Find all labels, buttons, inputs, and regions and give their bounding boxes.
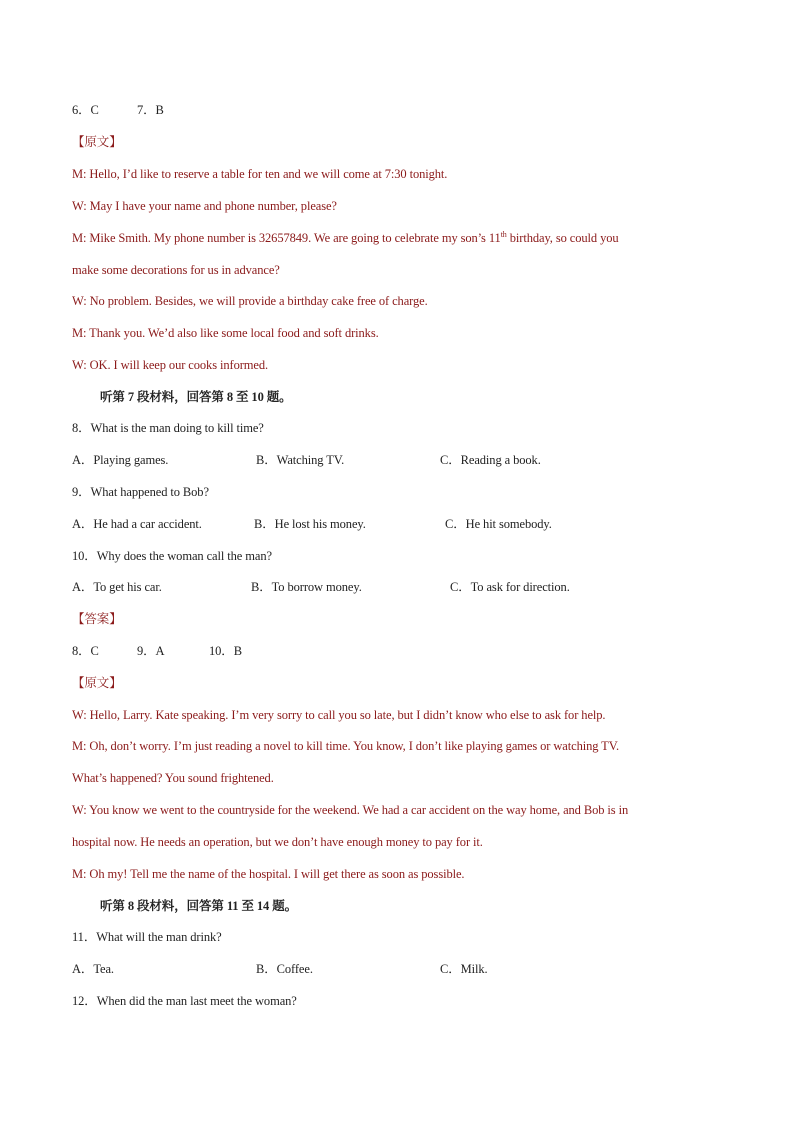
question-10: 10．Why does the woman call the man? [72, 549, 272, 563]
dialog-2-line-6: M: Oh my! Tell me the name of the hospital. I will get there as soon as possible. [72, 867, 465, 881]
option-9c: C．He hit somebody. [445, 517, 552, 531]
answer-10: 10．B [209, 644, 242, 658]
answer-7: 7．B [137, 103, 164, 117]
question-9: 9．What happened to Bob? [72, 485, 209, 499]
dialog-1-line-5: W: No problem. Besides, we will provide a birthday cake free of charge. [72, 294, 428, 308]
dialog-1-line-3-rest: birthday, so could you [506, 231, 619, 245]
dialog-2-line-2: M: Oh, don’t worry. I’m just reading a novel to kill time. You know, I don’t like playing games or watching TV. [72, 739, 620, 753]
dialog-2-line-3: What’s happened? You sound frightened. [72, 771, 274, 785]
dialog-1-line-3-text: M: Mike Smith. My phone number is 32657849. We are going to celebrate my son’s 11 [72, 231, 501, 245]
section-yuanwen-2: 【原文】 [72, 676, 122, 690]
answer-9: 9．A [137, 644, 165, 658]
section-daan: 【答案】 [72, 612, 122, 626]
option-11c: C．Milk. [440, 962, 488, 976]
section-heading-8: 听第 8 段材料，回答第 11 至 14 题。 [100, 899, 298, 913]
dialog-2-line-4: W: You know we went to the countryside for the weekend. We had a car accident on the way home, and Bob is in [72, 803, 629, 817]
dialog-2-line-5: hospital now. He needs an operation, but we don’t have enough money to pay for it. [72, 835, 483, 849]
option-9a: A．He had a car accident. [72, 517, 202, 531]
question-12: 12．When did the man last meet the woman? [72, 994, 297, 1008]
dialog-2-line-1: W: Hello, Larry. Kate speaking. I’m very sorry to call you so late, but I didn’t know who else to ask for help. [72, 708, 606, 722]
dialog-1-line-4: make some decorations for us in advance? [72, 263, 280, 277]
option-8c: C．Reading a book. [440, 453, 541, 467]
option-10b: B．To borrow money. [251, 580, 362, 594]
option-10a: A．To get his car. [72, 580, 162, 594]
answer-8: 8．C [72, 644, 99, 658]
option-10c: C．To ask for direction. [450, 580, 570, 594]
section-heading-7: 听第 7 段材料，回答第 8 至 10 题。 [100, 390, 292, 404]
dialog-1-line-1: M: Hello, I’d like to reserve a table for ten and we will come at 7:30 tonight. [72, 167, 448, 181]
option-11a: A．Tea. [72, 962, 114, 976]
dialog-1-line-6: M: Thank you. We’d also like some local food and soft drinks. [72, 326, 379, 340]
dialog-1-line-3 [72, 230, 619, 246]
answer-6: 6．C [72, 103, 99, 117]
option-8a: A．Playing games. [72, 453, 169, 467]
dialog-1-line-7: W: OK. I will keep our cooks informed. [72, 358, 269, 372]
question-11: 11．What will the man drink? [72, 930, 222, 944]
option-11b: B．Coffee. [256, 962, 313, 976]
option-9b: B．He lost his money. [254, 517, 366, 531]
question-8: 8．What is the man doing to kill time? [72, 421, 264, 435]
dialog-1-line-2: W: May I have your name and phone number, please? [72, 199, 337, 213]
section-yuanwen-1: 【原文】 [72, 135, 122, 149]
option-8b: B．Watching TV. [256, 453, 345, 467]
ordinal-suffix: th [500, 229, 507, 239]
